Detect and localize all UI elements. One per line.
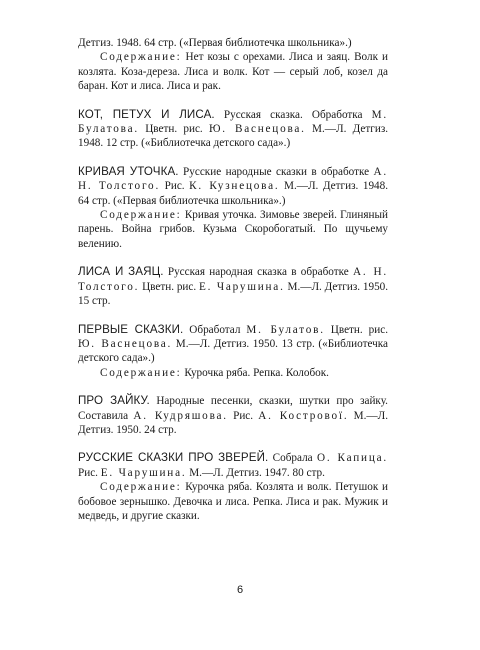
entry-illustration-note: Цветн. рис. xyxy=(145,123,203,136)
entry-author: О. Капица. xyxy=(316,452,388,465)
entry-body xyxy=(78,165,388,208)
bibliography-entry xyxy=(78,323,388,381)
entry-title: ПЕРВЫЕ СКАЗКИ. xyxy=(78,322,184,336)
entry-illustration-note: Цветн. рис. xyxy=(142,280,197,293)
bibliography-entry xyxy=(78,265,388,308)
entry-illustration-note: Цветн. рис. xyxy=(330,323,389,336)
entry-body xyxy=(78,36,388,50)
entry-illustration-note: Рис. xyxy=(233,409,254,422)
entry-author: М. Булатов. xyxy=(246,323,325,336)
entry-description: Русская сказка. Обработка xyxy=(223,108,363,121)
entry-body xyxy=(78,394,388,437)
entry-publication: М.—Л. Детгиз. 1947. 80 стр. xyxy=(189,466,325,479)
entry-contents xyxy=(78,50,388,93)
entry-publication: Детгиз. 1948. 64 стр. («Первая библиотечка школьника».) xyxy=(78,37,352,49)
bibliography-entry xyxy=(78,165,388,251)
entry-body xyxy=(78,451,388,480)
entry-illustrator: К. Кузнецова. xyxy=(189,180,280,193)
entry-body xyxy=(78,323,388,366)
bibliography-entry xyxy=(78,394,388,437)
entry-title: ПРО ЗАЙКУ. xyxy=(78,394,150,408)
entry-title: КОТ, ПЕТУХ И ЛИСА. xyxy=(78,107,215,121)
contents-list: Кривая уточка. Зимовье зверей. Глиняный парень. Война грибов. Кузьма Скоробогатый. По щучьему велению. xyxy=(78,209,389,250)
contents-label: Содержание: xyxy=(100,209,182,222)
entry-publication: М.—Л. Детгиз. 1950. 13 стр. («Библиотечка детского сада».) xyxy=(78,337,388,365)
entry-description: Русская народная сказка в обработке xyxy=(167,266,349,279)
entry-contents xyxy=(78,366,388,380)
entry-author: А. Н. Толстого. xyxy=(78,165,388,193)
entry-illustrator: Ю. Васнецова. xyxy=(209,123,306,136)
entry-illustrator: Е. Чарушина. xyxy=(199,280,285,293)
entry-illustrator: Е. Чарушина. xyxy=(100,466,187,479)
entry-body xyxy=(78,108,388,151)
entry-author: А. Н. Толстого. xyxy=(78,266,389,293)
contents-label: Содержание: xyxy=(100,366,182,379)
page-number: 6 xyxy=(236,584,244,596)
bibliography-entry xyxy=(78,108,388,151)
entry-publication: М.—Л. Детгиз. 1950. 15 стр. xyxy=(78,280,389,308)
entry-description: Обработал xyxy=(189,323,241,336)
contents-list: Курочка ряба. Репка. Колобок. xyxy=(184,366,329,379)
entry-author: М. Булатова. xyxy=(78,108,389,136)
entry-title: КРИВАЯ УТОЧКА. xyxy=(78,164,179,178)
bibliography-page xyxy=(78,36,388,537)
contents-label: Содержание: xyxy=(100,51,182,64)
bibliography-entry-continuation xyxy=(78,36,388,94)
entry-body xyxy=(78,265,388,308)
entry-publication: М.—Л. Детгиз. 1948. 12 стр. («Библиотечка детского сада».) xyxy=(78,123,389,150)
entry-publication: М.—Л. Детгиз. 1948. 64 стр. («Первая библиотечка школьника».) xyxy=(78,180,389,207)
entry-contents xyxy=(78,480,388,523)
entry-title: РУССКИЕ СКАЗКИ ПРО ЗВЕРЕЙ. xyxy=(78,451,269,465)
entry-author: А. Кудряшова. xyxy=(133,409,228,422)
entry-description: Русские народные сказки в обработке xyxy=(183,165,370,178)
entry-title: ЛИСА И ЗАЯЦ. xyxy=(78,265,164,279)
contents-list: Курочка ряба. Козлята и волк. Петушок и бобовое зернышко. Девочка и лиса. Репка. Лиса и рак. Мужик и медведь, и другие сказки. xyxy=(78,481,389,522)
entry-description: Народные песенки, сказки, шутки про зайку. Составила xyxy=(78,395,388,422)
entry-contents xyxy=(78,208,388,251)
entry-description: Собрала xyxy=(272,452,313,465)
entry-illustrator: А. Кострової. xyxy=(258,409,349,422)
entry-illustration-note: Рис. xyxy=(78,466,98,479)
contents-label: Содержание: xyxy=(100,481,182,494)
contents-list: Нет козы с орехами. Лиса и заяц. Волк и козлята. Коза-дереза. Лиса и волк. Кот — серый лоб, козел да баран. Кот и лиса. Лиса и рак. xyxy=(78,51,389,93)
bibliography-entry xyxy=(78,451,388,523)
entry-illustration-note: Рис. xyxy=(164,180,185,193)
entry-illustrator: Ю. Васнецова. xyxy=(78,337,173,350)
entry-publication: М.—Л. Детгиз. 1950. 24 стр. xyxy=(78,409,388,436)
